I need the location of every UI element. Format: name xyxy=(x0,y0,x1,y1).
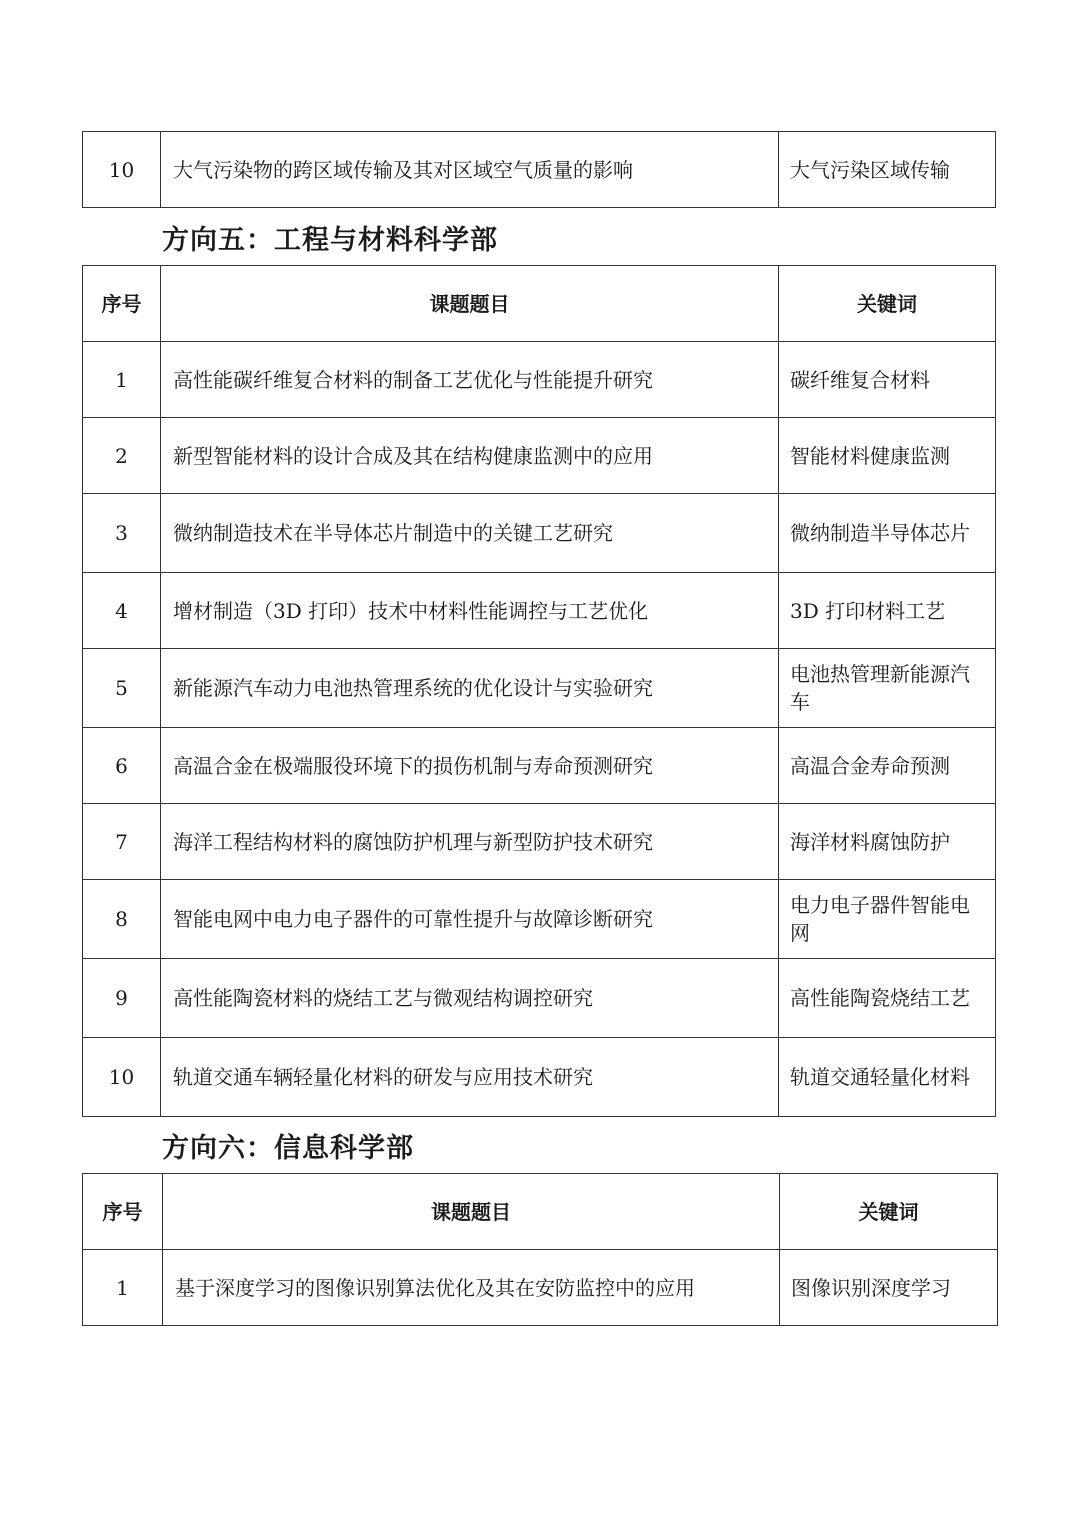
keywords: 3D 打印材料工艺 xyxy=(779,573,996,649)
row-number: 5 xyxy=(83,649,161,728)
header-keywords: 关键词 xyxy=(780,1174,998,1250)
keywords: 高温合金寿命预测 xyxy=(779,728,996,804)
keywords: 碳纤维复合材料 xyxy=(779,342,996,418)
table-header-row xyxy=(83,1174,998,1250)
row-number: 9 xyxy=(83,959,161,1038)
topic-title: 大气污染物的跨区域传输及其对区域空气质量的影响 xyxy=(161,132,779,208)
keywords: 电力电子器件智能电网 xyxy=(779,880,996,959)
keywords: 海洋材料腐蚀防护 xyxy=(779,804,996,880)
topic-title: 高性能陶瓷材料的烧结工艺与微观结构调控研究 xyxy=(161,959,779,1038)
topic-title: 智能电网中电力电子器件的可靠性提升与故障诊断研究 xyxy=(161,880,779,959)
prev-table xyxy=(82,131,996,208)
row-number: 10 xyxy=(83,1038,161,1117)
keywords: 轨道交通轻量化材料 xyxy=(779,1038,996,1117)
keywords: 大气污染区域传输 xyxy=(779,132,996,208)
keywords: 高性能陶瓷烧结工艺 xyxy=(779,959,996,1038)
section6-table xyxy=(82,1173,998,1326)
table-row xyxy=(83,728,996,804)
row-number: 3 xyxy=(83,494,161,573)
header-keywords: 关键词 xyxy=(779,266,996,342)
header-title: 课题题目 xyxy=(163,1174,780,1250)
row-number: 8 xyxy=(83,880,161,959)
topic-title: 微纳制造技术在半导体芯片制造中的关键工艺研究 xyxy=(161,494,779,573)
row-number: 1 xyxy=(83,1250,163,1326)
topic-title: 轨道交通车辆轻量化材料的研发与应用技术研究 xyxy=(161,1038,779,1117)
row-number: 10 xyxy=(83,132,161,208)
section5-table xyxy=(82,265,996,1117)
keywords: 微纳制造半导体芯片 xyxy=(779,494,996,573)
topic-title: 基于深度学习的图像识别算法优化及其在安防监控中的应用 xyxy=(163,1250,780,1326)
topic-title: 海洋工程结构材料的腐蚀防护机理与新型防护技术研究 xyxy=(161,804,779,880)
topic-title: 新能源汽车动力电池热管理系统的优化设计与实验研究 xyxy=(161,649,779,728)
table-row xyxy=(83,494,996,573)
header-number: 序号 xyxy=(83,1174,163,1250)
table-row xyxy=(83,880,996,959)
table-row xyxy=(83,1250,998,1326)
table-row xyxy=(83,1038,996,1117)
row-number: 6 xyxy=(83,728,161,804)
row-number: 4 xyxy=(83,573,161,649)
table-row xyxy=(83,649,996,728)
row-number: 2 xyxy=(83,418,161,494)
row-number: 7 xyxy=(83,804,161,880)
topic-title: 高温合金在极端服役环境下的损伤机制与寿命预测研究 xyxy=(161,728,779,804)
row-number: 1 xyxy=(83,342,161,418)
topic-title: 增材制造（3D 打印）技术中材料性能调控与工艺优化 xyxy=(161,573,779,649)
table-row xyxy=(83,418,996,494)
header-number: 序号 xyxy=(83,266,161,342)
topic-title: 高性能碳纤维复合材料的制备工艺优化与性能提升研究 xyxy=(161,342,779,418)
table-row xyxy=(83,342,996,418)
topic-title: 新型智能材料的设计合成及其在结构健康监测中的应用 xyxy=(161,418,779,494)
keywords: 电池热管理新能源汽车 xyxy=(779,649,996,728)
table-row xyxy=(83,132,996,208)
table-row xyxy=(83,959,996,1038)
keywords: 图像识别深度学习 xyxy=(780,1250,998,1326)
table-header-row xyxy=(83,266,996,342)
section6-heading: 方向六：信息科学部 xyxy=(162,1133,414,1164)
table-row xyxy=(83,804,996,880)
keywords: 智能材料健康监测 xyxy=(779,418,996,494)
section5-heading: 方向五：工程与材料科学部 xyxy=(162,225,498,256)
header-title: 课题题目 xyxy=(161,266,779,342)
table-row xyxy=(83,573,996,649)
